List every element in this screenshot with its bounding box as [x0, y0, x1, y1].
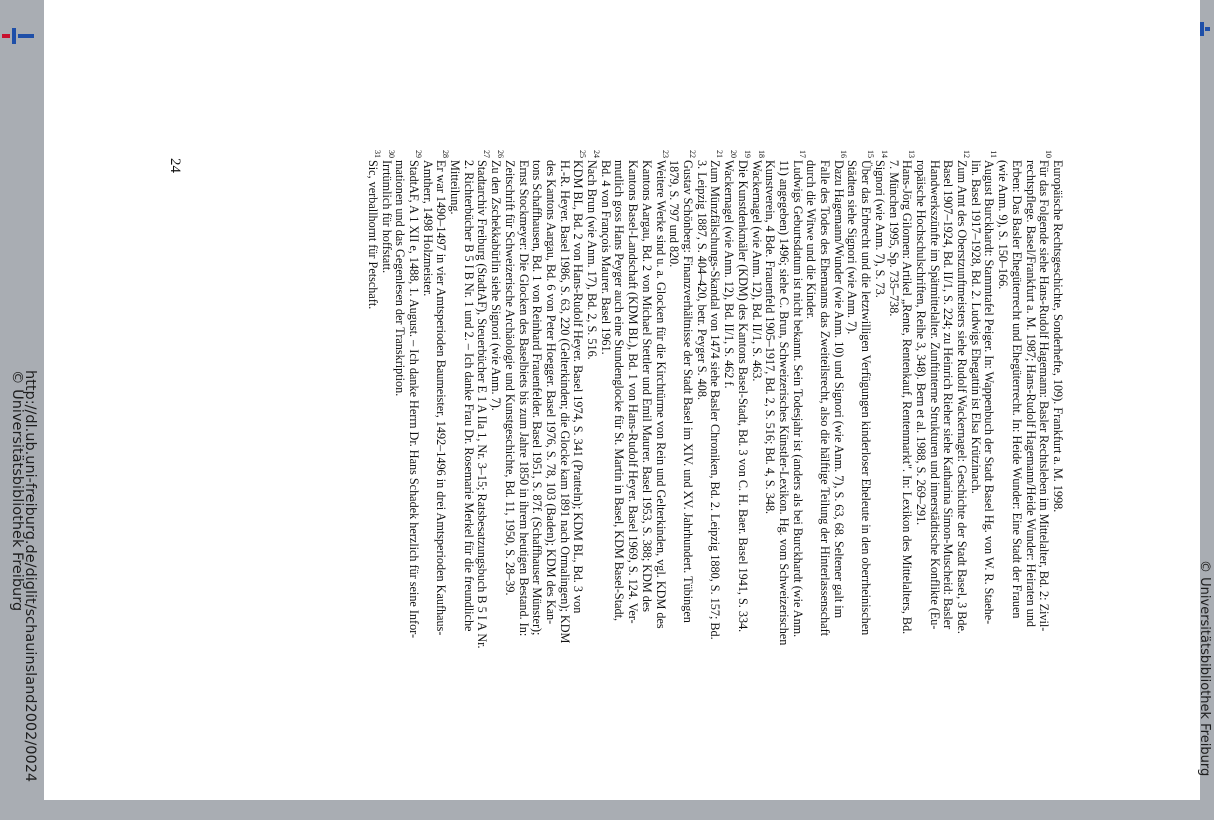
footnote-number: 19 [742, 150, 752, 158]
footnote-line: Falle des Todes des Ehemanns das Zweiteilsrecht, also die hälftige Teilung der Hinterlassenschaft [818, 160, 833, 637]
footnote-number: 22 [688, 150, 698, 158]
viewer-copyright-right: © Universitätsbibliothek Freiburg [1197, 560, 1212, 777]
footnote-line: Ludwigs Geburtsdatum ist nicht bekannt. Sein Todesjahr ist (anders als bei Burckhardt (wie Anm. [790, 160, 805, 638]
footnote-number: 20 [729, 150, 739, 158]
footnote-line: Für das Folgende siehe Hans-Rudolf Hagemann: Basler Rechtsleben im Mittelalter, Bd. 2: Zivil- [1037, 160, 1052, 632]
footnote-line: Er war 1490–1497 in vier Amtsperioden Baumeister, 1492–1496 in drei Amtsperioden Kaufhaus- [434, 160, 449, 636]
footnote-line: Zum Amt des Oberstzunftmeisters siehe Rudolf Wackernagel: Geschichte der Stadt Basel, 3 Bde. [955, 160, 970, 634]
footnote-number: 28 [441, 150, 451, 158]
footnote [584, 150, 602, 770]
footnote-line: rechtspflege. Basel/Frankfurt a. M. 1987; Hans-Rudolf Hagemann/Heide Wunder: Heiraten und [1023, 160, 1038, 628]
footnote-line: des Kantons Aargau, Bd. 6 von Peter Hoegger. Basel 1976, S. 78, 103 (Baden); KDM des Kan- [543, 160, 558, 625]
footnote-line: 1879, S. 797 und 820. [667, 160, 682, 268]
copyright-line: © Universitätsbibliothek Freiburg [9, 370, 25, 612]
footnote [447, 150, 492, 770]
footnote-number: 12 [962, 150, 972, 158]
footnote [420, 150, 451, 770]
footnote [1050, 160, 1064, 770]
footnote-line: Dazu Hagemann/Wunder (wie Anm. 10) und Signori (wie Anm. 7), S. 63, 68. Seltener galt im [831, 160, 846, 619]
footnote-line: KDM BL, Bd. 2 von Hans-Rudolf Heyer. Basel 1974, S. 341 (Pratteln); KDM BL, Bd. 3 von [571, 160, 586, 614]
footnote-line: ropäische Hochschulschriften, Reihe 3, 348). Bern et al. 1988, S. 269–291. [913, 160, 928, 526]
footnote [488, 150, 506, 770]
footnote-line: Bd. 4 von François Maurer. Basel 1961. [598, 160, 613, 355]
footnote-line: Nach Brun (wie Anm. 17), Bd. 2, S. 516. [585, 160, 600, 360]
footnote-line: Kantons Basel-Landschaft (KDM BL), Bd. 1 von Hans-Rudolf Heyer. Basel 1969, S. 124. Ver- [626, 160, 641, 624]
footnote [913, 150, 972, 770]
footnote-line: Über das Erbrecht und die letztwilligen Verfügungen kinderloser Eheleute in den oberrheinischen [859, 160, 874, 636]
footnote-line: Handwerkszünfte im Spätmittelalter. Zunftinterne Strukturen und innerstädtische Konflikte (Eu- [927, 160, 942, 630]
footnote [393, 150, 423, 770]
footnote-number: 24 [592, 150, 602, 158]
footnote [502, 150, 588, 770]
footnote-line: Wackernagel (wie Anm. 12), Bd. II/1, S. 462 f. [722, 160, 737, 389]
footnote-line: Die Kunstdenkmäler (KDM) des Kantons Basel-Stadt, Bd. 3 von C. H. Baer. Basel 1941, S. 334. [735, 160, 750, 633]
footnote-line: Irrtümlich für hoffstatt. [379, 160, 394, 274]
footnote-number: 26 [496, 150, 506, 158]
footnote-line: H.-R. Heyer. Basel 1986, S. 63, 220 (Gelterkinden; die Glocke kam 1891 nach Ormalingen); KDM [557, 160, 572, 644]
footnote [365, 150, 382, 770]
footnote-line: mationen und das Gegenlesen der Transkription. [393, 160, 408, 397]
footnote-line: Basel 1907–1924, Bd. II/1, S. 224; zu Heinrich Rieher siehe Katharina Simon-Muscheid: Basler [941, 160, 956, 630]
footnote-line: Hans-Jörg Gilomen: Artikel „Rente, Rentenkauf, Rentenmarkt". In: Lexikon des Mittelalters, Bd. [900, 160, 915, 635]
footnote-number: 16 [838, 150, 848, 158]
footnote-number: 25 [578, 150, 588, 158]
footnote-number: 23 [660, 150, 670, 158]
footnote-line: Kunstverein, 4 Bde. Frauenfeld 1905–1917, Bd. 2, S. 516; Bd. 4, S. 348. [763, 160, 778, 515]
footnote [995, 150, 1054, 770]
footnote-line: Amtherr, 1498 Holzmeister. [420, 160, 435, 297]
footnotes-block [274, 150, 1065, 770]
footnote-line: 7. München 1995, Sp. 735–738. [886, 160, 901, 317]
footnote [379, 150, 396, 770]
footnote-line: mutlich goss Hans Peyger auch eine Stundenglocke für St. Martin in Basel, KDM Basel-Stadt, [612, 160, 627, 622]
footnote-number: 17 [797, 150, 807, 158]
footnote-line: Mitteilung. [448, 160, 463, 215]
footnote [872, 150, 889, 770]
footnote-line: Signori (wie Anm. 7), S. 73. [872, 160, 887, 298]
footnote-line: durch die Witwe und die Kinder. [804, 160, 819, 320]
page-url[interactable]: http://dl.ub.uni-freiburg.de/diglit/schauinsland2002/0024 [22, 370, 38, 783]
footnote-line: tons Schaffhausen, Bd. 1 von Reinhard Frauenfelder. Basel 1951, S. 87f. (Schaffhauser Münster); [530, 160, 545, 636]
footnote-line: Gustav Schönberg: Finanzverhältnisse der Stadt Basel im XIV. und XV. Jahrhundert. Tübingen [681, 160, 696, 623]
footnote [735, 150, 752, 770]
footnote-line: Stadtarchiv Freiburg (StadtAF), Steuerbücher E 1 A IIa 1, Nr. 3–15; Ratsbesatzungsbuch B 5 I A Nr. [475, 160, 490, 649]
footnote [667, 150, 698, 770]
footnote-line: Zeitschrift für Schweizerische Archäologie und Kunstgeschichte, Bd. 11, 1950, S. 28–39. [502, 160, 517, 596]
footnote-line: StadtAF, A 1 XII e, 1488, 1. August. – Ich danke Herrn Dr. Hans Schadek herzlich für seine Infor- [406, 160, 421, 639]
footnote-number: 14 [879, 150, 889, 158]
footnote-line: 2. Richterbücher B 5 I B Nr. 1 und 2. – Ich danke Frau Dr. Rosemarie Merkel für die freundliche [461, 160, 476, 632]
footnote [694, 150, 725, 770]
library-logo-icon [2, 28, 34, 44]
footnote-number: 13 [907, 150, 917, 158]
footnote-line: Sic, verballhornt für Petschaft. [365, 160, 380, 310]
footnote-line: Ernst Stockmeyer: Die Glocken des Baselbiets bis zum Jahre 1850 in ihrem heutigen Bestand. In: [516, 160, 531, 637]
footnote [598, 150, 670, 770]
footnote-number: 18 [756, 150, 766, 158]
footnote-number: 31 [372, 150, 382, 158]
footnote [845, 150, 876, 770]
footnote-line: Zum Münzfälschungs-Skandal von 1474 siehe Basler Chroniken, Bd. 2. Leipzig 1880, S. 157; Bd. [708, 160, 723, 640]
footnote [721, 150, 739, 770]
footnote-line: 3. Leipzig 1887, S. 404–420, betr. Peyger S. 408. [694, 160, 709, 401]
footnote-line: Städten siehe Signori (wie Anm. 7). [845, 160, 860, 335]
footnote [804, 150, 848, 770]
footnote-number: 11 [989, 150, 999, 158]
library-logo-icon-right [1200, 22, 1210, 36]
footnote-number: 30 [386, 150, 396, 158]
footnote-line: Erben: Das Basler Ehegüterrecht und Ehegüterrecht. In: Heide Wunder: Eine Stadt der Frauen [1009, 160, 1024, 619]
footnote-number: 21 [715, 150, 725, 158]
footnote-line: Wackernagel (wie Anm. 12), Bd. II/1, S. 463. [749, 160, 764, 382]
footnote-number: 29 [413, 150, 423, 158]
footnote-line: Zu den Zschekkabürlin siehe Signori (wie Anm. 7). [489, 160, 504, 411]
footnote-line: Europäische Rechtsgeschichte, Sonderhefte, 109). Frankfurt a. M. 1998. [1051, 160, 1065, 513]
page-number: 24 [167, 158, 183, 173]
footnote [749, 150, 766, 770]
footnote-line: August Burckhardt: Stammtafel Peiger. In: Wappenbuch der Stadt Basel Hg. von W. R. Staehe- [982, 160, 997, 625]
viewer-url-strip [10, 370, 36, 800]
footnote-line: 11) angegeben) 1496; siehe C. Brun, Schweizerisches Künstler-Lexikon. Hg. vom Schweizerischen [776, 160, 791, 646]
footnote [968, 150, 999, 770]
footnote-line: Kantons Aargau, Bd. 2 von Michael Stettler und Emil Maurer. Basel 1953, S. 388; KDM des [639, 160, 654, 613]
footnote-line: (wie Anm. 9), S. 150–166. [996, 160, 1011, 290]
footnote [886, 150, 917, 770]
footnote-number: 15 [866, 150, 876, 158]
footnote-line: lin. Basel 1917–1928, Bd. 2. Ludwigs Ehegattin ist Elsa Krützinach. [968, 160, 983, 494]
footnote-line: Weitere Werke sind u. a. Glocken für die Kirchtürme von Rein und Gelterkinden, vgl. KDM des [653, 160, 668, 629]
footnote-number: 27 [482, 150, 492, 158]
footnote [763, 150, 807, 770]
footnote-number: 10 [1044, 150, 1054, 158]
